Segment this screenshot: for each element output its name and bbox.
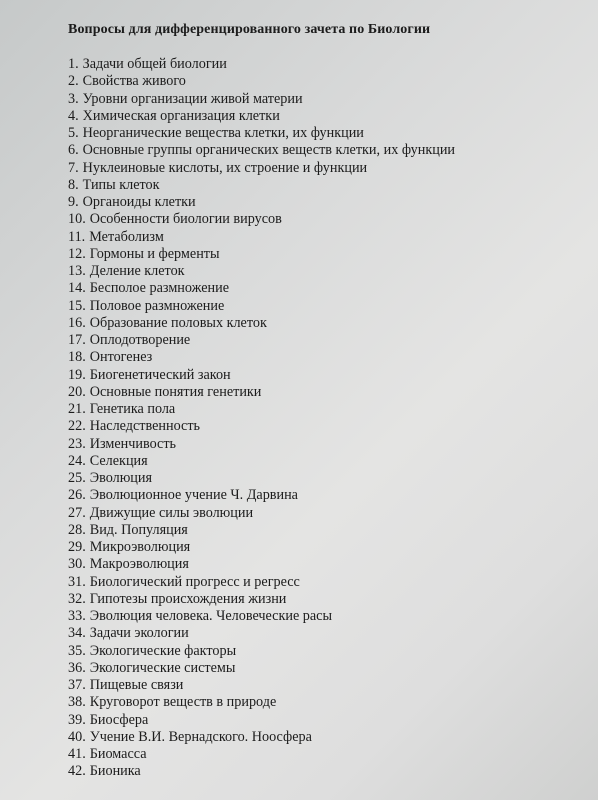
question-text: Биосфера	[89, 711, 149, 728]
question-item	[68, 712, 598, 729]
question-text: Уровни организации живой материи	[82, 90, 303, 107]
question-item	[68, 384, 598, 401]
question-item	[68, 453, 598, 470]
question-text: Эволюция	[89, 470, 152, 486]
question-number: 31.	[68, 573, 86, 590]
question-number: 35.	[68, 642, 86, 659]
question-text: Движущие силы эволюции	[89, 504, 254, 521]
question-text: Эволюция человека. Человеческие расы	[89, 608, 333, 624]
question-text: Биогенетический закон	[89, 366, 231, 383]
question-text: Эволюционное учение Ч. Дарвина	[89, 487, 298, 504]
question-number: 41.	[68, 746, 86, 762]
question-text: Бесполое размножение	[89, 280, 230, 297]
question-text: Основные понятия генетики	[89, 383, 262, 400]
question-item	[68, 280, 598, 297]
question-text: Свойства живого	[82, 73, 186, 90]
question-text: Пищевые связи	[89, 677, 184, 693]
question-text: Вид. Популяция	[89, 521, 188, 538]
question-number: 6.	[68, 142, 79, 159]
question-number: 38.	[68, 694, 86, 711]
question-item	[68, 73, 598, 90]
question-item	[68, 108, 598, 125]
question-item	[68, 591, 598, 608]
question-number: 36.	[68, 659, 86, 676]
question-text: Особенности биологии вирусов	[89, 211, 282, 228]
question-number: 7.	[68, 159, 79, 176]
question-text: Круговорот веществ в природе	[89, 694, 277, 711]
question-number: 9.	[68, 194, 79, 210]
question-number: 15.	[68, 297, 86, 314]
question-text: Микроэволюция	[89, 539, 191, 555]
question-text: Основные группы органических веществ клетки, их функции	[82, 142, 456, 159]
question-number: 34.	[68, 625, 86, 642]
question-number: 40.	[68, 728, 86, 745]
question-item	[68, 142, 598, 159]
question-item	[68, 315, 598, 332]
question-text: Задачи общей биологии	[82, 56, 227, 72]
question-text: Половое размножение	[89, 297, 225, 314]
question-text: Экологические системы	[89, 659, 236, 676]
question-number: 30.	[68, 556, 86, 573]
question-number: 12.	[68, 245, 86, 262]
question-item	[68, 56, 598, 73]
question-item	[68, 470, 598, 487]
question-text: Образование половых клеток	[89, 314, 267, 331]
question-item	[68, 332, 598, 349]
question-number: 39.	[68, 711, 86, 728]
question-number: 13.	[68, 263, 86, 279]
question-item	[68, 298, 598, 315]
question-item	[68, 556, 598, 573]
question-item	[68, 763, 598, 780]
question-text: Изменчивость	[89, 435, 176, 452]
question-item	[68, 677, 598, 694]
question-number: 16.	[68, 314, 86, 331]
question-number: 28.	[68, 521, 86, 538]
question-text: Оплодотворение	[89, 332, 191, 348]
question-number: 1.	[68, 56, 79, 72]
question-item	[68, 177, 598, 194]
question-item	[68, 608, 598, 625]
question-text: Гипотезы происхождения жизни	[89, 590, 287, 607]
question-text: Экологические факторы	[89, 642, 237, 659]
question-number: 37.	[68, 677, 86, 693]
question-item	[68, 246, 598, 263]
question-item	[68, 401, 598, 418]
question-item	[68, 487, 598, 504]
question-number: 17.	[68, 332, 86, 348]
question-item	[68, 694, 598, 711]
document-title: Вопросы для дифференцированного зачета по Биологии	[68, 22, 431, 37]
question-number: 5.	[68, 125, 79, 141]
question-text: Селекция	[89, 452, 148, 469]
question-number: 23.	[68, 435, 86, 452]
question-number: 32.	[68, 590, 86, 607]
question-text: Биомасса	[89, 746, 147, 762]
question-text: Онтогенез	[89, 349, 153, 366]
question-number: 19.	[68, 366, 86, 383]
question-text: Наследственность	[89, 418, 200, 435]
question-number: 20.	[68, 383, 86, 400]
question-item	[68, 263, 598, 280]
question-item	[68, 436, 598, 453]
question-text: Химическая организация клетки	[82, 107, 280, 124]
question-item	[68, 194, 598, 211]
question-number: 27.	[68, 504, 86, 521]
question-text: Бионика	[89, 763, 141, 780]
question-number: 29.	[68, 539, 86, 555]
question-item	[68, 522, 598, 539]
question-item	[68, 729, 598, 746]
question-item	[68, 643, 598, 660]
question-item	[68, 91, 598, 108]
question-item	[68, 746, 598, 763]
question-text: Задачи экологии	[89, 625, 189, 642]
question-number: 42.	[68, 763, 86, 780]
question-number: 22.	[68, 418, 86, 435]
question-text: Нуклеиновые кислоты, их строение и функции	[82, 159, 368, 176]
question-text: Органоиды клетки	[82, 194, 196, 210]
question-number: 18.	[68, 349, 86, 366]
question-number: 11.	[68, 228, 86, 245]
question-list	[68, 56, 598, 781]
question-item	[68, 660, 598, 677]
question-number: 14.	[68, 280, 86, 297]
question-number: 21.	[68, 401, 86, 417]
question-number: 24.	[68, 452, 86, 469]
question-item	[68, 418, 598, 435]
question-text: Биологический прогресс и регресс	[89, 573, 300, 590]
question-text: Метаболизм	[89, 228, 164, 245]
question-item	[68, 625, 598, 642]
question-item	[68, 574, 598, 591]
question-number: 25.	[68, 470, 86, 486]
question-item	[68, 539, 598, 556]
question-number: 3.	[68, 90, 79, 107]
question-number: 33.	[68, 608, 86, 624]
question-item	[68, 211, 598, 228]
question-item	[68, 229, 598, 246]
question-text: Учение В.И. Вернадского. Ноосфера	[89, 728, 312, 745]
question-item	[68, 125, 598, 142]
question-text: Деление клеток	[89, 263, 185, 279]
question-number: 2.	[68, 73, 79, 90]
question-text: Гормоны и ферменты	[89, 245, 220, 262]
question-text: Макроэволюция	[89, 556, 189, 573]
question-text: Неорганические вещества клетки, их функции	[82, 125, 364, 141]
question-text: Генетика пола	[89, 401, 176, 417]
question-number: 4.	[68, 107, 79, 124]
question-item	[68, 367, 598, 384]
question-item	[68, 160, 598, 177]
question-number: 26.	[68, 487, 86, 504]
question-text: Типы клеток	[82, 176, 160, 193]
question-item	[68, 349, 598, 366]
question-item	[68, 505, 598, 522]
question-number: 8.	[68, 176, 79, 193]
question-number: 10.	[68, 211, 86, 228]
